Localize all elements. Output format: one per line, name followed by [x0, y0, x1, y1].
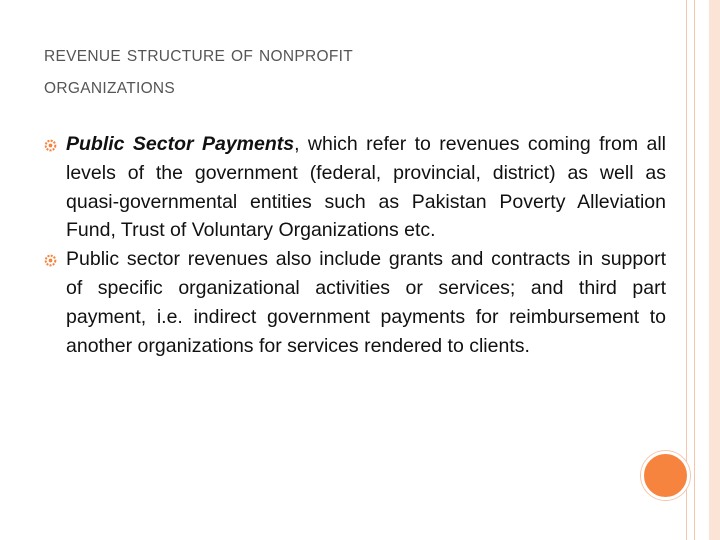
bullet-lead: Public Sector Payments — [66, 133, 295, 155]
decorative-line — [686, 0, 687, 540]
slide-title — [44, 40, 604, 104]
bullet-item — [44, 130, 666, 245]
title-word: OF — [231, 48, 254, 65]
gear-bullet-icon — [44, 139, 57, 152]
bullet-text: Public sector revenues also include grants and contracts in support of specific organizational activities or services; and third part payment, i.e. indirect government payments for reimbursement to another organizations for services rendered to clients. — [66, 248, 666, 357]
title-word: NONPROFIT — [259, 48, 354, 65]
gear-bullet-icon — [44, 254, 57, 267]
accent-circle — [641, 451, 690, 500]
bullet-text: , which refer to revenues coming from all levels of the government (federal, provincial, district) as well as quasi-governmental entities such as Pakistan Poverty Alleviation Fund, Trust of Voluntary Organizations etc. — [66, 133, 666, 242]
decorative-band — [709, 0, 720, 540]
bullet-item — [44, 245, 666, 360]
title-word: ORGANIZATIONS — [44, 80, 176, 97]
title-word: STRUCTURE — [126, 48, 226, 65]
title-word: REVENUE — [44, 48, 122, 65]
bullet-list — [44, 130, 666, 360]
decorative-line — [694, 0, 695, 540]
